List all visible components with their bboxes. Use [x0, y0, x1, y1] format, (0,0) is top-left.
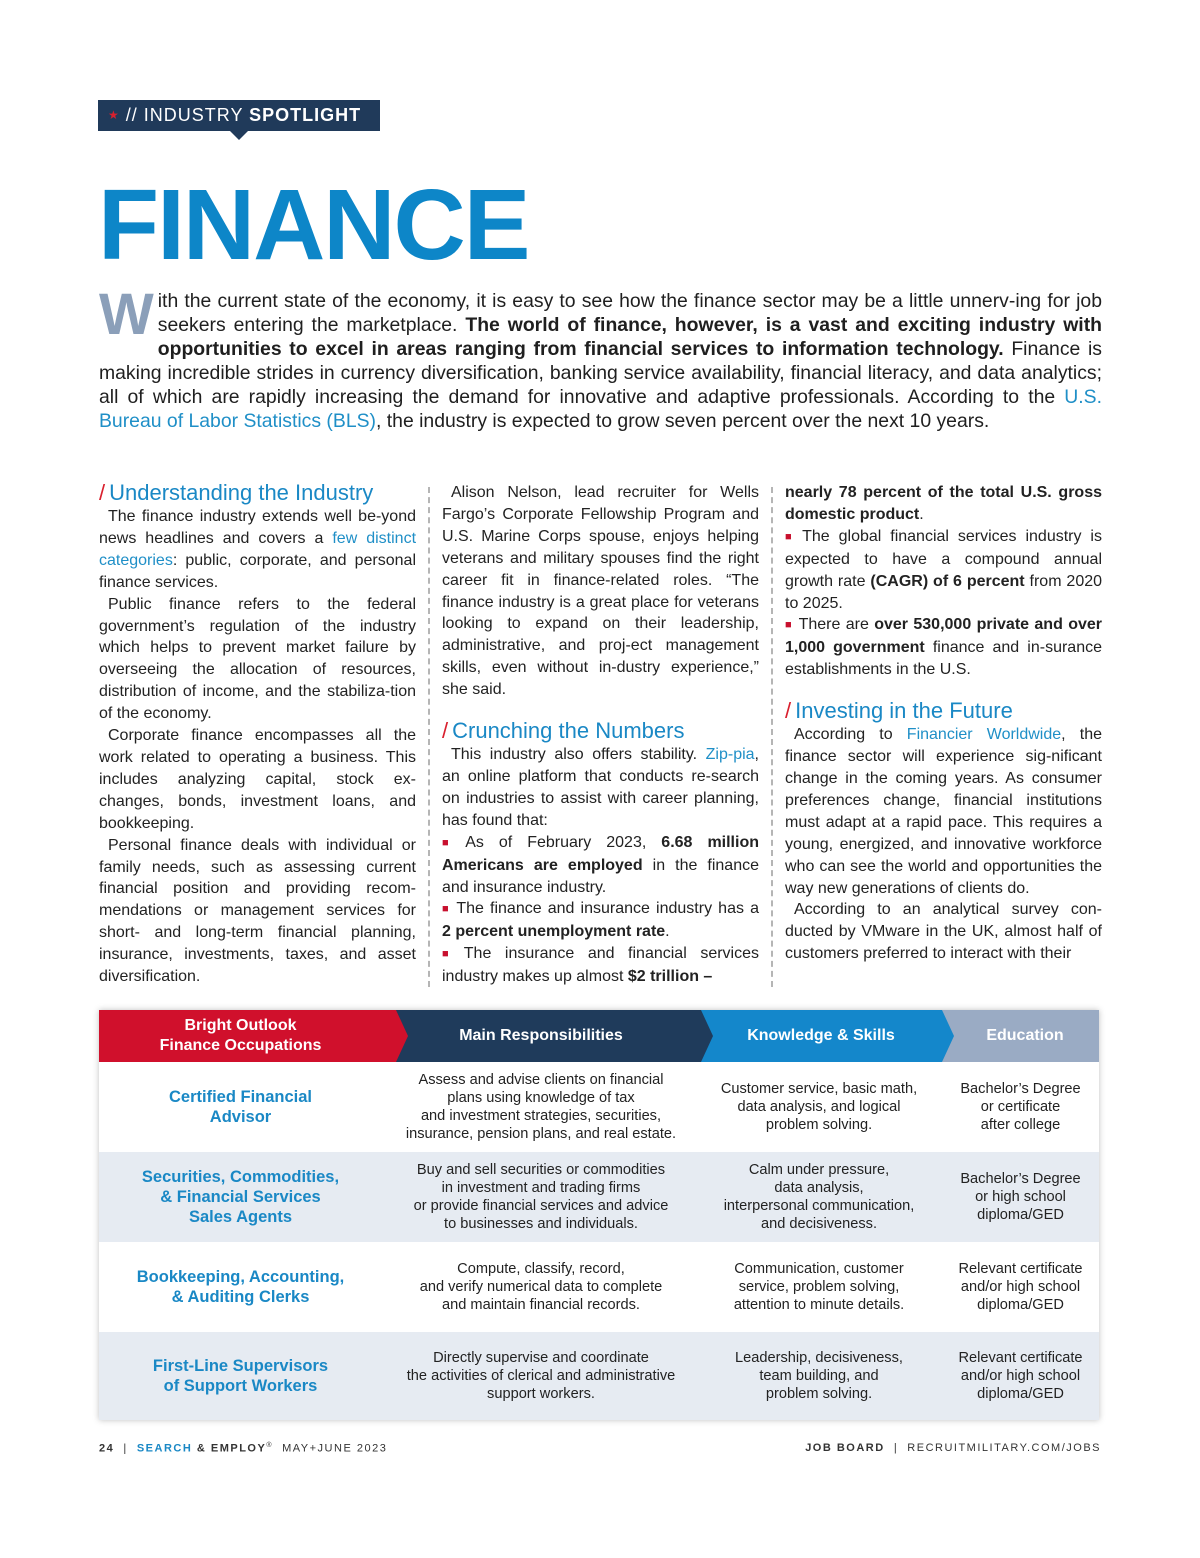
kicker-pointer — [230, 131, 248, 140]
column-divider — [428, 487, 430, 987]
bullet-item — [442, 898, 759, 943]
paragraph — [99, 506, 416, 594]
occupation-cell: First-Line Supervisors of Support Workers — [152, 1357, 329, 1395]
heading-text: Investing in the Future — [795, 698, 1013, 724]
intro-bold: The world of finance, however, is a vast and exciting industry with opportunities to excel in areas ranging from financial services to information technology. — [157, 314, 1102, 360]
square-bullet-icon: ■ — [442, 948, 458, 961]
paragraph: Personal finance deals with individual or family needs, such as assessing current financial position and providing recom-mendations or management services for short- and long-term financial planning, insurance, investments, taxes, and asset diversification. — [99, 836, 416, 986]
page-number: 24 — [99, 1442, 115, 1455]
square-bullet-icon: ■ — [442, 903, 451, 916]
section-heading: / Crunching the Numbers — [442, 718, 685, 744]
text: The insurance and financial services industry makes up almost — [442, 945, 759, 986]
education-cell: Relevant certificate and/or high school diploma/GED — [958, 1261, 1083, 1313]
text: The finance and insurance industry has a — [456, 900, 759, 918]
skills-cell: Calm under pressure, data analysis, interpersonal communication, and decisiveness. — [723, 1162, 915, 1232]
intro-text-1: ith the current state of the economy, it is easy to see how the finance sector may be a little unnerv-ing for job seekers entering the marketplace. — [157, 290, 1102, 336]
bullet-item — [442, 832, 759, 899]
paragraph — [785, 724, 1102, 899]
square-bullet-icon: ■ — [785, 530, 797, 543]
occupation-cell: Securities, Commodities, & Financial Services Sales Agents — [141, 1168, 340, 1226]
heading-text: Crunching the Numbers — [452, 718, 685, 744]
bold-text: nearly 78 percent of the total U.S. gross domestic product — [785, 484, 1102, 523]
bold-text: 6.68 million Americans are employed — [442, 833, 759, 874]
text: The global financial services industry is expected to have a compound annual growth rate — [785, 527, 1102, 590]
paragraph: According to an analytical survey con-ducted by VMware in the UK, almost half of customers preferred to interact with their — [785, 901, 1102, 963]
text: finance and in-surance establishments in the U.S. — [785, 639, 1103, 679]
table-row — [99, 1332, 1099, 1420]
text: , the finance sector will experience sig-nificant change in the coming years. As consumer preferences change, financial institutions must adapt at a rapid pace. This requires a young, energized, and innovative workforce who can see the world and opportunities the way new generations of clients do. — [785, 726, 1102, 897]
column-divider — [771, 487, 773, 987]
paragraph — [785, 482, 1102, 526]
text: According to — [794, 726, 907, 744]
footer-left: 24 | SEARCH & EMPLOY® MAY+JUNE 2023 — [99, 1442, 388, 1455]
text: . — [665, 923, 670, 941]
text: : public, corporate, and personal finance services. — [99, 551, 416, 591]
square-bullet-icon: ■ — [785, 619, 793, 632]
table-row — [99, 1062, 1099, 1152]
paragraph — [442, 744, 759, 832]
bold-text: $2 trillion – — [627, 968, 713, 986]
text: This industry also offers stability. — [451, 746, 706, 764]
responsibilities-cell: Compute, classify, record, and verify numerical data to complete and maintain financial records. — [419, 1261, 663, 1313]
star-icon: ★ — [108, 108, 120, 122]
section-kicker — [98, 100, 380, 131]
intro-text-2: Finance is making incredible strides in currency diversification, banking service availability, financial literacy, and data analytics; all of which are rapidly increasing the demand for innovative and adaptive professionals. According to the — [99, 338, 1102, 408]
table-row — [99, 1152, 1099, 1242]
paragraph: Alison Nelson, lead recruiter for Wells Fargo’s Corporate Fellowship Program and U.S. Marine Corps spouse, enjoys helping veterans and military spouses find the right career fit in finance-related roles. “The finance industry is a great place for veterans looking to expand on their leadership, administrative, and proj-ect management skills, even without in-dustry experience,” she said. — [442, 484, 759, 699]
registered-mark: ® — [266, 1442, 273, 1449]
kicker-prefix: // INDUSTRY — [125, 105, 244, 125]
header-education: Education — [986, 1027, 1064, 1044]
footer-right: JOB BOARD | RECRUITMILITARY.COM/JOBS — [805, 1442, 1101, 1454]
section-heading: / Investing in the Future — [785, 698, 1013, 724]
footer-url[interactable]: RECRUITMILITARY.COM/JOBS — [907, 1442, 1101, 1454]
intro-paragraph — [99, 282, 1102, 433]
financier-worldwide-link[interactable]: Financier Worldwide — [906, 726, 1062, 744]
skills-cell: Communication, customer service, problem solving, attention to minute details. — [733, 1261, 905, 1313]
header-skills: Knowledge & Skills — [747, 1027, 895, 1044]
skills-cell: Leadership, decisiveness, team building, and problem solving. — [735, 1350, 903, 1402]
bold-text: (CAGR) of 6 percent — [870, 572, 1025, 590]
footer-section: JOB BOARD — [805, 1442, 885, 1454]
text: from 2020 to 2025. — [785, 572, 1103, 612]
text: As of February 2023, — [465, 833, 662, 851]
header-occupations: Bright Outlook Finance Occupations — [159, 1017, 322, 1054]
occupations-table — [99, 1010, 1099, 1420]
responsibilities-cell: Buy and sell securities or commodities in investment and trading firms or provide financial services and advice to businesses and individuals. — [413, 1162, 669, 1232]
bullet-item — [442, 943, 759, 988]
text: There are — [798, 616, 875, 634]
table-row — [99, 1242, 1099, 1332]
header-responsibilities: Main Responsibilities — [459, 1027, 623, 1044]
column-3 — [785, 480, 1102, 965]
section-heading: / Understanding the Industry — [99, 480, 374, 505]
education-cell: Bachelor’s Degree or high school diploma/GED — [960, 1171, 1081, 1223]
occupation-cell: Bookkeeping, Accounting, & Auditing Clerks — [136, 1268, 345, 1306]
column-2 — [442, 480, 759, 988]
drop-cap: W — [99, 282, 154, 347]
page-title: FINANCE — [98, 169, 529, 281]
education-cell: Relevant certificate and/or high school diploma/GED — [958, 1350, 1083, 1402]
text: . — [919, 505, 924, 523]
zippia-link[interactable]: Zip-pia — [705, 746, 755, 764]
table-header — [99, 1010, 1099, 1062]
bullet-item — [785, 614, 1102, 681]
bls-link[interactable]: U.S. Bureau of Labor Statistics (BLS) — [99, 386, 1102, 432]
brand-name-rest: & EMPLOY — [196, 1442, 267, 1455]
kicker-bold: SPOTLIGHT — [249, 105, 362, 125]
column-1 — [99, 480, 416, 988]
responsibilities-cell: Assess and advise clients on financial plans using knowledge of tax and investment strategies, securities, insurance, pension plans, and real estate. — [405, 1072, 677, 1142]
issue-date: MAY+JUNE 2023 — [282, 1442, 388, 1455]
text: , an online platform that conducts re-search on industries to assist with career planning, has found that: — [442, 746, 759, 829]
intro-text-3: , the industry is expected to grow seven percent over the next 10 years. — [376, 410, 990, 432]
paragraph: Corporate finance encompasses all the work related to operating a business. This includes analyzing capital, stock ex-changes, bonds, investment loans, and bookkeeping. — [99, 727, 416, 832]
skills-cell: Customer service, basic math, data analysis, and logical problem solving. — [720, 1081, 918, 1133]
education-cell: Bachelor’s Degree or certificate after college — [960, 1081, 1081, 1133]
text: The finance industry extends well be-yond news headlines and covers a — [99, 508, 416, 547]
occupation-cell: Certified Financial Advisor — [168, 1088, 313, 1126]
brand-name: SEARCH — [136, 1442, 193, 1455]
categories-link[interactable]: few distinct categories — [99, 529, 417, 569]
paragraph: Public finance refers to the federal government’s regulation of the industry which helps to prevent market failure by overseeing the allocation of resources, distribution of income, and the stabiliza-tion of the economy. — [99, 595, 416, 723]
text: in the finance and insurance industry. — [442, 856, 760, 896]
square-bullet-icon: ■ — [442, 836, 460, 849]
bold-text: over 530,000 private and over 1,000 government — [785, 616, 1103, 657]
heading-text: Understanding the Industry — [109, 480, 374, 505]
bullet-item — [785, 526, 1102, 615]
bold-text: 2 percent unemployment rate — [442, 923, 666, 941]
responsibilities-cell: Directly supervise and coordinate the activities of clerical and administrative support workers. — [406, 1350, 676, 1402]
